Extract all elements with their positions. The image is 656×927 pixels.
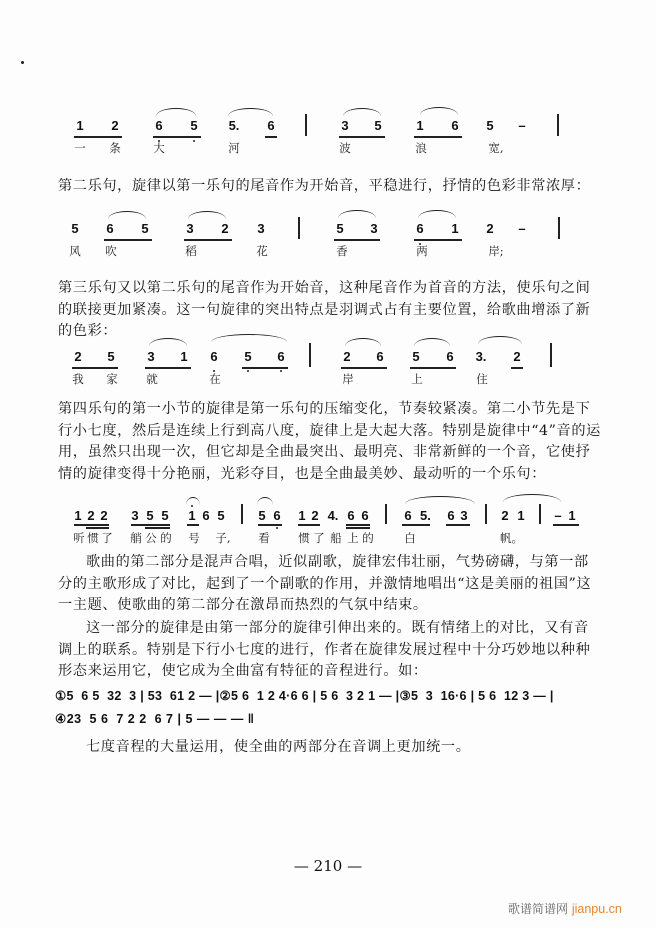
lyric: 河 (228, 141, 240, 155)
note: 1 (74, 508, 82, 523)
slur (405, 496, 475, 504)
watermark (508, 900, 622, 917)
paragraph-conclusion: 七度音程的大量运用，使全曲的两部分在音调上更加统一。 (86, 739, 471, 755)
low-dot (276, 527, 278, 529)
lyric: 子, (215, 531, 231, 545)
note: 6 (446, 349, 454, 364)
beam (346, 524, 370, 526)
note: 2 (311, 508, 319, 523)
barline (485, 504, 487, 524)
note: 2 (100, 508, 108, 523)
staff-phrase-4 (0, 500, 656, 560)
note: 6 (447, 508, 455, 523)
beam (414, 239, 462, 241)
lyric: 艄 (130, 531, 142, 545)
note: 2 (111, 118, 119, 133)
note: 5 (336, 221, 344, 236)
slur (186, 497, 200, 505)
note: 1 (568, 508, 576, 523)
staff-phrase-2 (0, 215, 656, 275)
note: – (518, 118, 526, 133)
lyric: 号 (188, 531, 200, 545)
watermark-url: jianpu.cn (571, 902, 622, 916)
note: 3 (370, 221, 378, 236)
paragraph-phrase-2: 第二乐句，旋律以第一乐句的尾音作为开始音，平稳进行，抒情的色彩非常浓厚： (58, 178, 591, 194)
barline (241, 504, 243, 524)
beam (74, 524, 109, 526)
note: 5 (258, 508, 266, 523)
note: 3 (131, 508, 139, 523)
note: 2 (87, 508, 95, 523)
note: – (554, 508, 562, 523)
barline (385, 504, 387, 524)
note: 1 (298, 508, 306, 523)
beam (334, 239, 380, 241)
lyric: 惯 (87, 531, 99, 545)
example-line-2: ④23 5 6 7 2 2 6 7 | 5 — — — ‖ (55, 712, 255, 726)
lyric: 上 (347, 531, 359, 545)
note: 1 (416, 118, 424, 133)
lyric: 在 (209, 372, 221, 386)
note: 2 (74, 349, 82, 364)
lyric: 一 (74, 141, 86, 155)
staff-phrase-1 (0, 112, 656, 172)
beam (511, 367, 523, 369)
barline (550, 343, 552, 367)
lyric: 的 (362, 531, 374, 545)
lyric: 岸; (488, 244, 504, 258)
lyric: 花 (256, 244, 268, 258)
lyric: 宽, (488, 141, 504, 155)
lyric: 白 (404, 531, 416, 545)
beam (145, 367, 191, 369)
note: 5 (161, 508, 169, 523)
lyric: 公 (145, 531, 157, 545)
note: 3 (186, 221, 194, 236)
example-line-1: ①5 6 5 32 3 | 53 61 2 — |②5 6 1 2 4·6 6 | 5 6 3 2 1 — |③5 3 16·6 | 5 6 12 3 — | (55, 689, 554, 703)
paragraph-seventh-interval: 这一部分的旋律是由第一部分的旋律引伸出来的。既有情绪上的对比，又有音调上的联系。特别是下行小七度的进行，作者在旋律发展过程中十分巧妙地以种种形态来运用它，使它成为全曲富有特征的音程进行。如： (58, 620, 591, 679)
note: 5 (217, 508, 225, 523)
beam (553, 524, 579, 526)
note: 6 (210, 349, 218, 364)
slur (338, 210, 376, 218)
note: 3. (475, 349, 487, 364)
note: 6 (155, 118, 163, 133)
beam (341, 367, 387, 369)
lyric: 浪 (415, 141, 427, 155)
note: 1 (451, 221, 459, 236)
page-number: — 210 — (293, 857, 363, 875)
staff-phrase-3 (0, 343, 656, 403)
slur (156, 108, 196, 116)
beam (187, 524, 199, 526)
note: 6 (416, 221, 424, 236)
note: 5 (190, 118, 198, 133)
note: 6 (404, 508, 412, 523)
note: 1 (517, 508, 525, 523)
note: 6 (451, 118, 459, 133)
note: 2 (343, 349, 351, 364)
note: 3 (460, 508, 468, 523)
note: 5 (71, 221, 79, 236)
lyric: 上 (411, 372, 423, 386)
lyric: 听 (73, 531, 85, 545)
watermark-text: 歌谱简谱网 (508, 902, 569, 916)
lyric: 的 (160, 531, 172, 545)
note: 1 (76, 118, 84, 133)
lyric: 家 (106, 372, 118, 386)
beam (298, 524, 320, 526)
lyric: 吹 (105, 244, 117, 258)
note: 4. (327, 508, 339, 523)
barline (557, 114, 559, 136)
barline (298, 217, 300, 239)
lyric: 看 (258, 531, 270, 545)
beam (242, 367, 288, 369)
note: 5. (228, 118, 240, 133)
beam (339, 136, 385, 138)
beam (104, 239, 152, 241)
beam (258, 524, 282, 526)
barline (305, 114, 307, 136)
note: 2 (513, 349, 521, 364)
low-dot (193, 140, 195, 142)
lyric: 住 (476, 372, 488, 386)
beam (265, 136, 277, 138)
note: 2 (486, 221, 494, 236)
slur (418, 210, 456, 218)
scan-speck (21, 61, 24, 64)
lyric: 波 (339, 141, 351, 155)
slur (257, 497, 273, 505)
note: 2 (501, 508, 509, 523)
beam (414, 136, 462, 138)
beam (402, 524, 430, 526)
paragraph-phrase-4: 第四乐句的第一小节的旋律是第一乐句的压缩变化，节奏较紧凑。第二小节先是下行小七度，然后是连续上行到高八度，旋律上是大起大落。特别是旋律中“4”音的运用，虽然只出现一次，但它却是全曲最突出、最明亮、非常新鲜的一个音，它使抒情的旋律变得十分艳丽，光彩夺目，也是全曲最美妙、最动听的一个乐句： (58, 401, 601, 482)
note: 6 (267, 118, 275, 133)
lyric: 香 (336, 244, 348, 258)
note: 6 (347, 508, 355, 523)
note: 6 (376, 349, 384, 364)
barline (539, 504, 541, 524)
note: 5 (374, 118, 382, 133)
barline (309, 343, 311, 367)
lyric: 我 (72, 372, 84, 386)
lyric: 了 (313, 531, 325, 545)
note: 6 (273, 508, 281, 523)
beam (145, 527, 170, 529)
slur (503, 494, 561, 502)
note: 3 (147, 349, 155, 364)
note: 5 (412, 349, 420, 364)
low-dot (280, 370, 282, 372)
note: 5 (141, 221, 149, 236)
lyric: 岸 (342, 372, 354, 386)
beam (153, 136, 201, 138)
beam (86, 527, 109, 529)
note: 5 (486, 118, 494, 133)
note: 5 (146, 508, 154, 523)
note: 2 (221, 221, 229, 236)
note: 1 (188, 508, 196, 523)
lyric: 就 (146, 372, 158, 386)
lyric: 惯 (298, 531, 310, 545)
beam (184, 239, 232, 241)
note: 3 (257, 221, 265, 236)
note: 6 (202, 508, 210, 523)
lyric: 两 (416, 244, 428, 258)
note: – (518, 221, 526, 236)
paragraph-part-2: 歌曲的第二部分是混声合唱，近似副歌，旋律宏伟壮丽，气势磅礴，与第一部分的主歌形成了对比，起到了一个副歌的作用，并激情地唱出“这是美丽的祖国”这一主题、使歌曲的第二部分在激昂而热烈的气氛中结束。 (58, 554, 592, 613)
lyric: 船 (330, 531, 342, 545)
beam (446, 524, 470, 526)
note: 6 (361, 508, 369, 523)
paragraph-phrase-3: 第三乐句又以第二乐句的尾音作为开始音，这种尾音作为首音的方法，使乐句之间的联接更加紧凑。这一句旋律的突出特点是羽调式占有主要位置，给歌曲增添了新的色彩： (58, 280, 591, 339)
beam (410, 367, 456, 369)
lyric: 条 (109, 141, 121, 155)
beam (74, 136, 122, 138)
slur (108, 211, 146, 219)
beam (131, 524, 170, 526)
note: 1 (180, 349, 188, 364)
note: 3 (341, 118, 349, 133)
lyric: 帆。 (500, 531, 523, 545)
slur (228, 108, 273, 116)
beam (346, 527, 370, 529)
barline (558, 217, 560, 239)
slur (188, 211, 226, 219)
lyric: 风 (69, 244, 81, 258)
lyric: 稻 (185, 244, 197, 258)
note: 6 (106, 221, 114, 236)
high-dot (191, 505, 193, 507)
note: 6 (277, 349, 285, 364)
low-dot (247, 370, 249, 372)
lyric: 大 (153, 141, 165, 155)
beam (72, 367, 118, 369)
slur (420, 107, 458, 115)
note: 5 (244, 349, 252, 364)
lyric: 了 (101, 531, 113, 545)
note: 5. (420, 508, 431, 523)
note: 5 (107, 349, 115, 364)
slur (343, 108, 381, 116)
